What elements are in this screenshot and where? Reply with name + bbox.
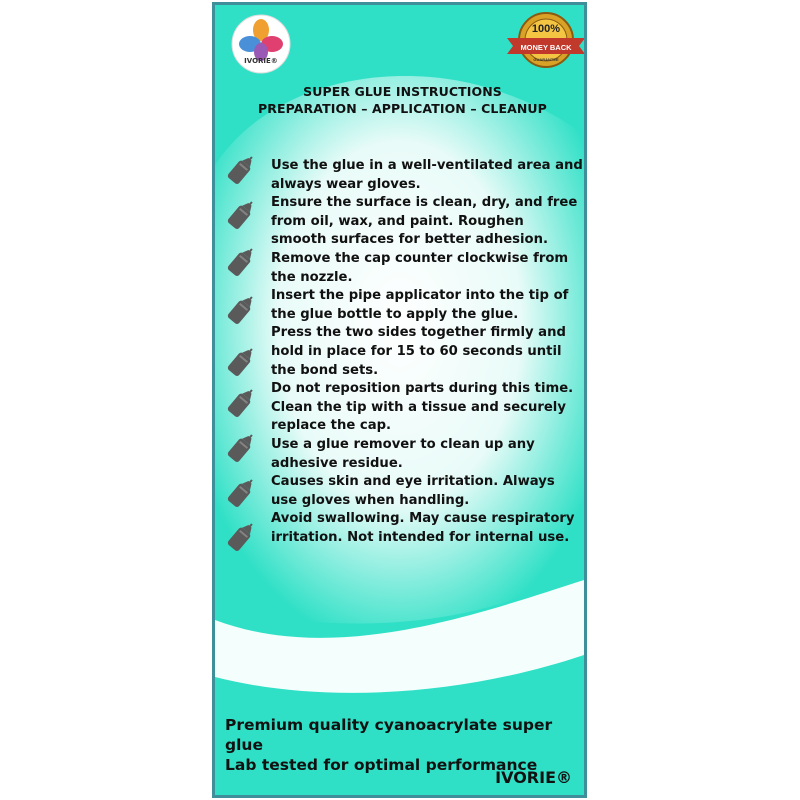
instruction-item: Clean the tip with a tissue and securely replace the cap. — [271, 399, 566, 434]
brand-name: IVORIE® — [495, 768, 572, 787]
footer-line-1: Premium quality cyanoacrylate super glue — [225, 716, 553, 754]
money-back-seal-icon — [505, 10, 587, 72]
instruction-item: Avoid swallowing. May cause respiratory irritation. Not intended for internal use. — [271, 511, 575, 545]
title-line-2: PREPARATION – APPLICATION – CLEANUP — [258, 101, 547, 116]
instruction-list — [271, 157, 583, 547]
instruction-item: Press the two sides together firmly and hold in place for 15 to 60 seconds until the bond sets. — [271, 325, 566, 378]
title-line-1: SUPER GLUE INSTRUCTIONS — [303, 84, 502, 99]
footer-text — [225, 715, 580, 775]
flower-logo-icon — [231, 14, 291, 76]
instruction-card — [212, 2, 587, 798]
instruction-item: Use the glue in a well-ventilated area and always wear gloves. — [271, 158, 583, 192]
logo-text: IVORIE® — [244, 57, 278, 65]
badge-percent: 100% — [531, 23, 561, 35]
instruction-item: Ensure the surface is clean, dry, and free from oil, wax, and paint. Roughen smooth surfaces for better adhesion. — [271, 195, 578, 248]
page-title — [235, 83, 570, 117]
glue-bottle-icon — [225, 198, 257, 232]
glue-bottle-icon — [225, 520, 257, 554]
instruction-item: Causes skin and eye irritation. Always use gloves when handling. — [271, 474, 555, 508]
glue-bottle-icon — [225, 476, 257, 510]
instruction-item: Use a glue remover to clean up any adhesive residue. — [271, 436, 535, 471]
instruction-item: Insert the pipe applicator into the tip of the glue bottle to apply the glue. — [271, 288, 569, 322]
glue-bottle-icon — [225, 345, 257, 379]
glue-bottle-icon — [225, 245, 257, 279]
footer-line-2: Lab tested for optimal performance — [225, 756, 538, 774]
glue-bottle-icon — [225, 386, 257, 420]
instruction-item: Do not reposition parts during this time. — [271, 381, 574, 397]
glue-bottle-icon — [225, 153, 257, 187]
instruction-item: Remove the cap counter clockwise from the nozzle. — [271, 250, 569, 285]
badge-sub: GUARANTEE — [533, 57, 559, 62]
glue-bottle-icon — [225, 293, 257, 327]
glue-bottle-icon — [225, 431, 257, 465]
badge-label: MONEY BACK — [520, 43, 572, 52]
